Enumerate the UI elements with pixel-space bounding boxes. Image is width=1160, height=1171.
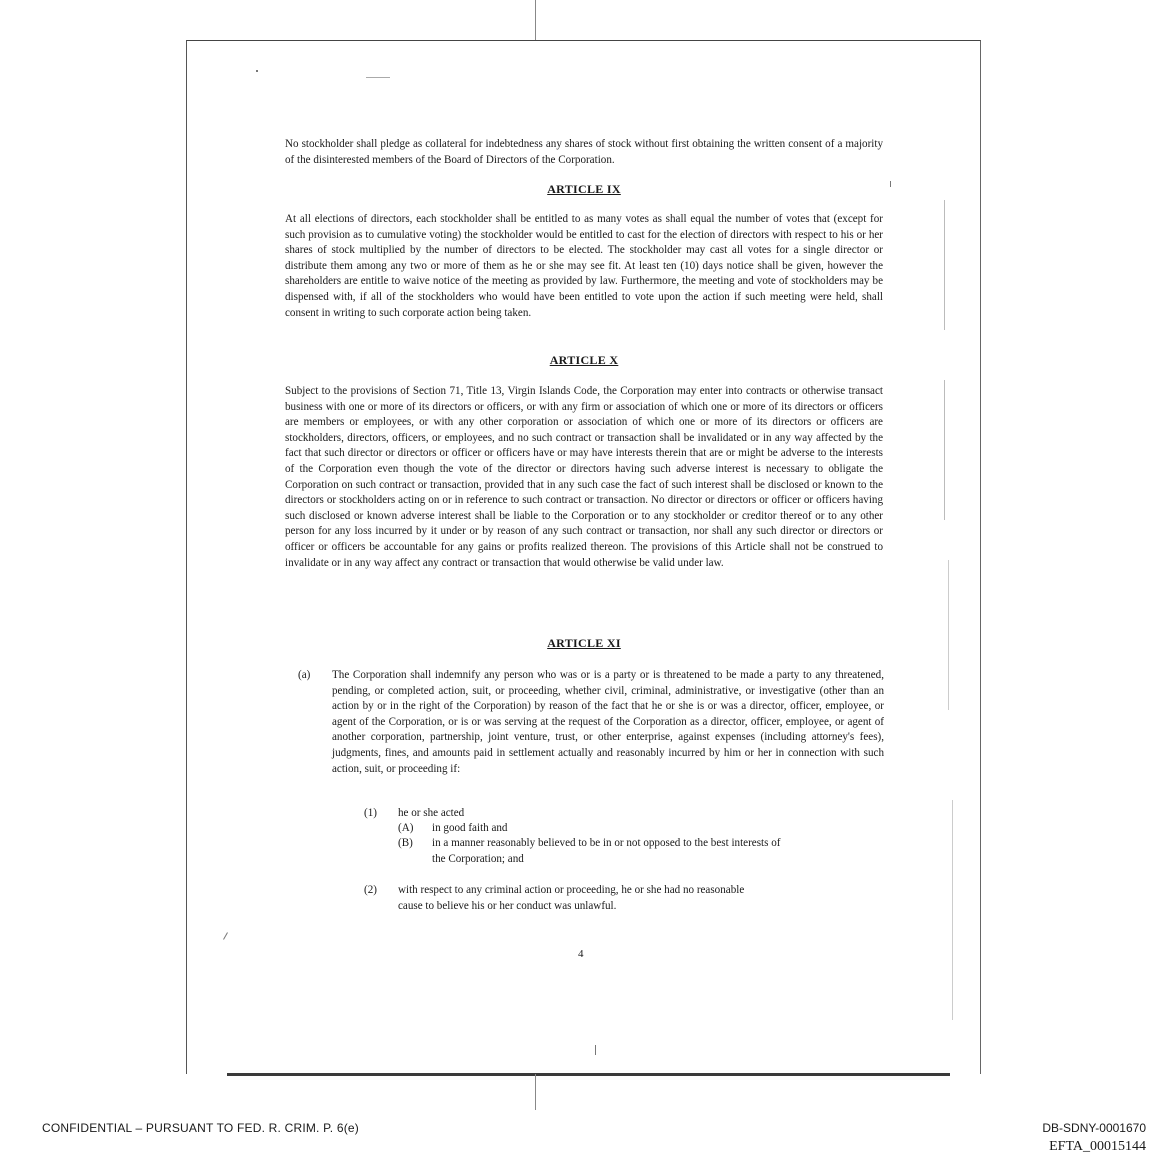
article-ix-heading: ARTICLE IX <box>547 182 621 196</box>
scan-speck <box>890 181 891 187</box>
article-xi-heading: ARTICLE XI <box>547 636 621 650</box>
page-number: 4 <box>578 948 584 960</box>
scan-speck <box>595 1045 596 1055</box>
intro-paragraph: No stockholder shall pledge as collateral for indebtedness any shares of stock without first obtaining the written consent of a majority of the disinterested members of the Board of Directors of the Corporation. <box>285 138 883 166</box>
scan-speck <box>366 77 390 78</box>
item-2-label: (2) <box>364 884 377 896</box>
para-a-label: (a) <box>298 669 311 681</box>
item-1a-label: (A) <box>398 822 414 834</box>
para-a-text: The Corporation shall indemnify any person who was or is a party or is threatened to be made a party to any threatened, pending, or completed action, suit, or proceeding, whether civil, criminal, administrative, or investigative (other than an action by or in the right of the Corporation) by reason of the fact that he or she is or was a director, officer, employee, or agent of the Corporation, or is or was serving at the request of the Corporation as a director, officer, employee, or agent of another corporation, partnership, joint venture, trust, or other enterprise, against expenses (including attorney's fees), judgments, fines, and amounts paid in settlement actually and reasonably incurred by him or her in connection with such action, suit, or proceeding if: <box>332 669 884 775</box>
scan-speck <box>952 800 953 1020</box>
item-1a-text: in good faith and <box>432 822 508 834</box>
article-x-body: Subject to the provisions of Section 71, Title 13, Virgin Islands Code, the Corporation may enter into contracts or otherwise transact business with one or more of its directors or officers, or with any firm or association of which one or more of its directors or officers are members or employees, or with any other corporation or association of which one or more of its directors or officers are stockholders, directors, officers, or employees, and no such contract or transaction shall be invalidated or in any way affected by the fact that such director or directors or officer or officers have or may have interests therein that are or might be adverse to the interests of the Corporation even though the vote of the director or directors having such adverse interest is necessary to obligate the Corporation on such contract or transaction, provided that in any such case the fact of such interest shall be disclosed or known to the directors or stockholders acting on or in reference to such contract or transaction. No director or directors or officer or officers having such disclosed or known adverse interest shall be liable to the Corporation or to any stockholder or creditor thereof or to any other person for any loss incurred by it under or by reason of any such contract or transaction, nor shall any such director or directors or officer or officers be accountable for any gains or profits realized thereon. The provisions of this Article shall not be construed to invalidate or in any way affect any contract or transaction that would otherwise be valid under law. <box>285 385 883 569</box>
efta-number: EFTA_00015144 <box>1049 1139 1146 1154</box>
article-x-heading: ARTICLE X <box>549 353 619 367</box>
scan-speck <box>944 200 945 330</box>
scan-bottom-edge <box>227 1073 950 1076</box>
scan-crop-mark-bottom <box>535 1074 536 1110</box>
scan-speck <box>944 380 945 520</box>
scan-crop-mark-top <box>535 0 536 40</box>
item-1-label: (1) <box>364 807 377 819</box>
item-2-text: with respect to any criminal action or proceeding, he or she had no reasonable cause to believe his or her conduct was unlawful. <box>398 884 745 912</box>
scan-speck <box>948 560 949 710</box>
scan-speck <box>256 70 258 72</box>
article-ix-body: At all elections of directors, each stockholder shall be entitled to as many votes as shall equal the number of votes that (except for such provision as to cumulative voting) the stockholder would be entitled to cast for the election of directors with respect to his or her shares of stock multiplied by the number of directors to be elected. The stockholder may cast all votes for a single director or distribute them among any two or more of them as he or she may see fit. At least ten (10) days notice shall be given, however the shareholders are entitle to waive notice of the meeting as provided by law. Furthermore, the meeting and vote of stockholders may be dispensed with, if all of the stockholders who would have been entitled to vote upon the action if such meeting were held, shall consent in writing to such corporate action being taken. <box>285 213 883 319</box>
item-1b-label: (B) <box>398 837 413 849</box>
item-1b-text: in a manner reasonably believed to be in or not opposed to the best interests of the Corporation; and <box>432 837 781 865</box>
confidential-footer: CONFIDENTIAL – PURSUANT TO FED. R. CRIM. P. 6(e) <box>42 1121 359 1135</box>
item-1-text: he or she acted <box>398 807 465 819</box>
bates-number: DB-SDNY-0001670 <box>1042 1121 1146 1135</box>
